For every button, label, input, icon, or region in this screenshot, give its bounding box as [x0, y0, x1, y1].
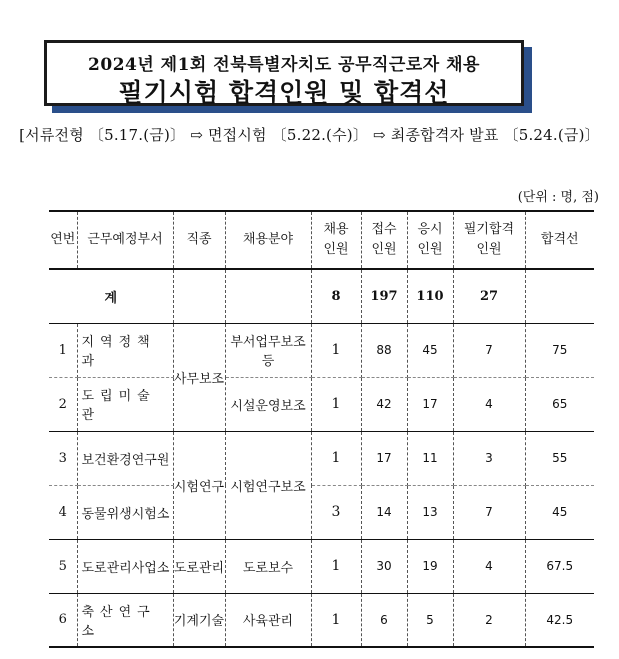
row-hire: 1 — [311, 539, 361, 593]
row-field: 도로보수 — [225, 539, 311, 593]
row-hire: 1 — [311, 593, 361, 647]
total-took: 110 — [407, 269, 453, 323]
row-field: 시설운영보조 — [225, 377, 311, 431]
row-took: 17 — [407, 377, 453, 431]
row-took: 19 — [407, 539, 453, 593]
row-cutoff: 65 — [525, 377, 594, 431]
title-line2: 필기시험 합격인원 및 합격선 — [118, 78, 450, 107]
total-hire: 8 — [311, 269, 361, 323]
row-dept: 도로관리사업소 — [77, 539, 173, 593]
table-row — [49, 323, 594, 377]
row-passed: 3 — [453, 431, 525, 485]
row-applied: 30 — [361, 539, 407, 593]
row-hire: 1 — [311, 377, 361, 431]
total-applied: 197 — [361, 269, 407, 323]
header-applied: 접수 인원 — [361, 211, 407, 269]
row-passed: 4 — [453, 377, 525, 431]
row-took: 11 — [407, 431, 453, 485]
row-no: 3 — [49, 431, 77, 485]
schedule-text: [서류전형 〔5.17.(금)〕 ⇨ 면접시험 〔5.22.(수)〕 ⇨ 최종합격자 발표 〔5.24.(금)〕 — [19, 126, 600, 144]
row-type: 시험연구 — [173, 431, 225, 539]
row-field: 시험연구보조 — [225, 431, 311, 539]
row-hire: 3 — [311, 485, 361, 539]
row-applied: 17 — [361, 431, 407, 485]
row-passed: 7 — [453, 323, 525, 377]
table-row — [49, 485, 594, 539]
row-dept: 지역정책과 — [77, 323, 173, 377]
table-row — [49, 593, 594, 647]
header-cutoff: 합격선 — [525, 211, 594, 269]
row-cutoff: 55 — [525, 431, 594, 485]
header-passed: 필기합격 인원 — [453, 211, 525, 269]
total-cutoff — [525, 269, 594, 323]
row-passed: 4 — [453, 539, 525, 593]
row-dept: 도립미술관 — [77, 377, 173, 431]
row-passed: 2 — [453, 593, 525, 647]
total-field — [225, 269, 311, 323]
row-dept: 동물위생시험소 — [77, 485, 173, 539]
row-type: 사무보조 — [173, 323, 225, 431]
title-line1: 2024년 제1회 전북특별자치도 공무직근로자 채용 — [88, 55, 480, 75]
row-applied: 42 — [361, 377, 407, 431]
total-passed: 27 — [453, 269, 525, 323]
header-took: 응시 인원 — [407, 211, 453, 269]
row-no: 4 — [49, 485, 77, 539]
row-passed: 7 — [453, 485, 525, 539]
row-field: 사육관리 — [225, 593, 311, 647]
row-dept: 축산연구소 — [77, 593, 173, 647]
row-hire: 1 — [311, 323, 361, 377]
row-type: 도로관리 — [173, 539, 225, 593]
row-hire: 1 — [311, 431, 361, 485]
total-label: 계 — [49, 269, 173, 323]
row-applied: 88 — [361, 323, 407, 377]
header-no: 연번 — [49, 211, 77, 269]
row-cutoff: 75 — [525, 323, 594, 377]
unit-note: (단위 : 명, 점) — [517, 190, 599, 205]
title-box — [44, 40, 524, 106]
total-type — [173, 269, 225, 323]
row-applied: 6 — [361, 593, 407, 647]
table-row — [49, 431, 594, 485]
header-field: 채용분야 — [225, 211, 311, 269]
total-row — [49, 269, 594, 323]
header-dept: 근무예정부서 — [77, 211, 173, 269]
row-cutoff: 67.5 — [525, 539, 594, 593]
results-table — [49, 210, 594, 648]
header-hire: 채용 인원 — [311, 211, 361, 269]
row-took: 45 — [407, 323, 453, 377]
header-type: 직종 — [173, 211, 225, 269]
table-row — [49, 539, 594, 593]
header-row — [49, 211, 594, 269]
row-no: 1 — [49, 323, 77, 377]
row-no: 6 — [49, 593, 77, 647]
row-dept: 보건환경연구원 — [77, 431, 173, 485]
row-no: 5 — [49, 539, 77, 593]
row-no: 2 — [49, 377, 77, 431]
row-took: 13 — [407, 485, 453, 539]
row-cutoff: 45 — [525, 485, 594, 539]
row-took: 5 — [407, 593, 453, 647]
table-row — [49, 377, 594, 431]
row-applied: 14 — [361, 485, 407, 539]
row-cutoff: 42.5 — [525, 593, 594, 647]
row-field: 부서업무보조 등 — [225, 323, 311, 377]
row-type: 기계기술 — [173, 593, 225, 647]
